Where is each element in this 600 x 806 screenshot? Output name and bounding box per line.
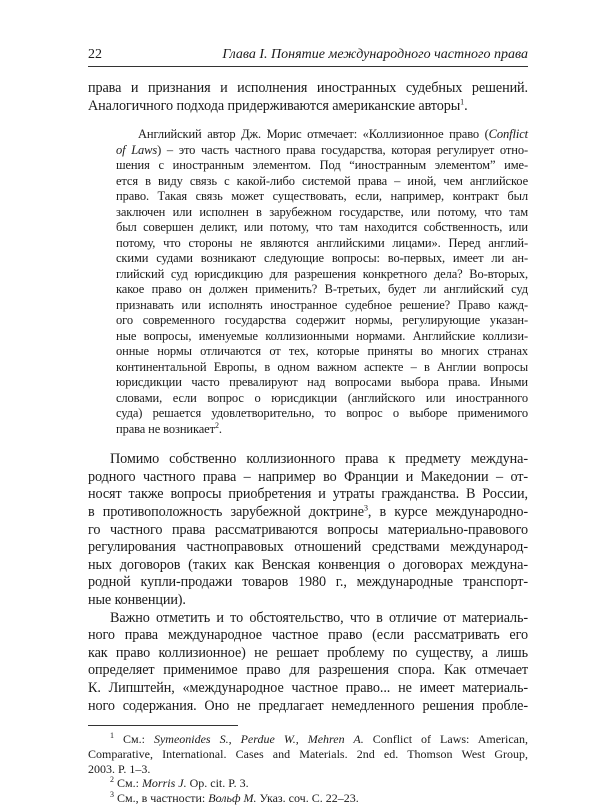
footnote-3: $^3$ См., в частности: Вольф М. Указ. соч. С. 22–23. — [110, 790, 359, 806]
text-line: ного права международное частное право (если рассматривать его — [88, 627, 528, 644]
quote-line: словами, если вопрос о юрисдикции (английского или иностранного — [116, 390, 528, 405]
text-line: родной купли-продажи товаров 1980 г., международные транспорт- — [88, 574, 528, 591]
footnote-divider — [88, 725, 238, 726]
quote-line: суда) решается удовлетворительно, то вопрос о выборе применимого — [116, 406, 528, 421]
quote-line: Английский автор Дж. Морис отмечает: «Коллизионное право (Conflict — [138, 127, 528, 142]
footnote-ref[interactable]: 3 — [363, 503, 368, 513]
footnotes — [88, 732, 528, 806]
quote-line: был совершен деликт, или потому, что там находится собственность, или — [116, 220, 528, 235]
intro-paragraph — [88, 80, 528, 115]
text-line: Важно отметить и то обстоятельство, что в отличие от материаль- — [110, 609, 528, 626]
quote-line: права не возникает$^2$. — [116, 420, 222, 436]
footnote-1-line: Comparative, International. Cases and Materials. 2nd ed. Thomson West Group, — [88, 746, 528, 761]
page-number: 22 — [88, 47, 102, 62]
text-line: в противоположность зарубежной доктрине$^3$, в курсе международно- — [88, 503, 528, 520]
footnote-1-line: 2003. P. 1–3. — [88, 761, 151, 776]
quote-line: какое право он должен применить? В-третьих, будет ли английский суд — [116, 282, 528, 297]
text-line: К. Липштейн, «международное частное право... не имеет материаль- — [88, 679, 528, 696]
footnote-2: $^2$ См.: Morris J. Op. cit. P. 3. — [110, 775, 249, 791]
text-line: Аналогичного подхода придерживаются американские авторы$^1$. — [88, 96, 468, 114]
quote-line: ные вопросы, именуемые коллизионными нормами. Английские коллизи- — [116, 328, 528, 343]
text-line: права и признания и исполнения иностранных судебных решений. — [88, 80, 528, 96]
quote-line: скими судами возникают следующие вопросы: во-первых, имеет ли ан- — [116, 251, 528, 266]
text-line: носят также вопросы приобретения и утраты гражданства. В России, — [88, 486, 528, 503]
paragraph-2 — [88, 451, 528, 609]
text-line: родного частного права – например во Франции и Македонии – от- — [88, 468, 528, 485]
quote-line: потому, что стороны не являются английскими лицами». Перед англий- — [116, 235, 528, 250]
quote-line: юрисдикции часто превалируют над вопросами выбора права. Иными — [116, 375, 528, 390]
quote-line: ется в виду связь с какой-либо системой права – иной, чем английское — [116, 173, 528, 188]
quote-line: континентальной Европы, в одном важном аспекте – в Англии вопросы — [116, 359, 528, 374]
text-line: Помимо собственно коллизионного права к предмету междуна- — [110, 451, 528, 468]
quote-line: заключен или исполнен в зарубежном государстве, или потому, что там — [116, 204, 528, 219]
quote-line: ого современного государства содержит нормы, регулирующие указан- — [116, 313, 528, 328]
page-header — [88, 44, 528, 67]
text-line: ных договоров (таких как Венская конвенция о договорах междуна- — [88, 556, 528, 573]
quote-line: признавать или исполнять иностранное судебное решение? Право кажд- — [116, 297, 528, 312]
text-line: го частного права рассматриваются вопросы материально-правового — [88, 521, 528, 538]
text-line: ного содержания. Оно не предлагает немедленного решения пробле- — [88, 697, 528, 714]
quote-line: of Laws) – это часть частного права государства, которая регулирует отно- — [116, 142, 528, 157]
running-title: Глава I. Понятие международного частного права — [222, 47, 528, 62]
footnote-1: $^1$ См.: Symeonides S., Perdue W., Mehren A. Conflict of Laws: American, — [110, 731, 529, 747]
text-line: определяет применимое право для разрешения спора. Как отмечает — [88, 662, 528, 679]
quote-line: право. Такая связь может существовать, если, например, контракт был — [116, 189, 528, 204]
footnote-ref[interactable]: 2 — [214, 420, 219, 430]
footnote-ref[interactable]: 1 — [460, 96, 465, 106]
main-text — [88, 80, 528, 806]
text-line: как право коллизионное) не решает проблему по существу, а лишь — [88, 644, 528, 661]
text-line: регулирования частноправовых отношений средствами международ- — [88, 539, 528, 556]
block-quote — [116, 127, 528, 437]
paragraph-3 — [88, 610, 528, 716]
quote-line: шения с иностранным элементом. Под “иностранным элементом” име- — [116, 158, 528, 173]
quote-line: онные нормы отличаются от тех, которые приняты во многих странах — [116, 344, 528, 359]
text-line: ные конвенции). — [88, 591, 186, 608]
quote-line: глийский суд юрисдикцию для разрешения конкретного дела? Во-вторых, — [116, 266, 528, 281]
